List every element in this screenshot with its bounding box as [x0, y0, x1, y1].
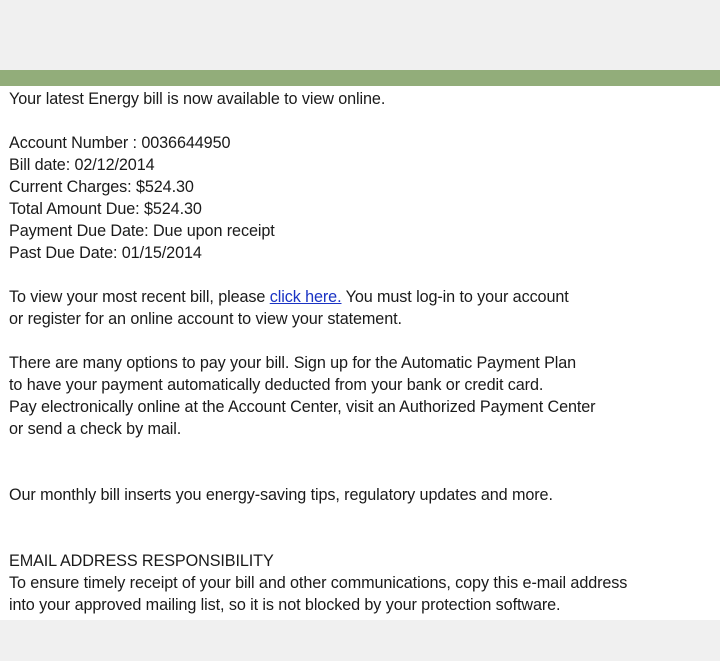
total-amount-due: Total Amount Due: $524.30	[9, 200, 202, 218]
view-bill-suffix: You must log-in to your account	[341, 288, 569, 306]
payment-options-paragraph	[9, 352, 719, 440]
bill-date: Bill date: 02/12/2014	[9, 156, 155, 174]
responsibility-heading: EMAIL ADDRESS RESPONSIBILITY	[9, 552, 274, 570]
payment-due-date: Payment Due Date: Due upon receipt	[9, 222, 275, 240]
responsibility-line2: into your approved mailing list, so it is not blocked by your protection software.	[9, 596, 561, 614]
payment-line2: to have your payment automatically deducted from your bank or credit card.	[9, 376, 544, 394]
account-number: Account Number : 0036644950	[9, 134, 231, 152]
view-bill-prefix: To view your most recent bill, please	[9, 288, 270, 306]
bill-inserts-text: Our monthly bill inserts you energy-saving tips, regulatory updates and more.	[9, 486, 553, 504]
payment-line1: There are many options to pay your bill. Sign up for the Automatic Payment Plan	[9, 354, 577, 372]
account-summary	[9, 132, 719, 264]
email-body	[9, 88, 719, 616]
past-due-date: Past Due Date: 01/15/2014	[9, 244, 202, 262]
view-bill-paragraph	[9, 286, 719, 330]
email-responsibility-section	[9, 550, 719, 616]
email-bottom-band	[0, 620, 720, 661]
payment-line4: or send a check by mail.	[9, 420, 182, 438]
current-charges: Current Charges: $524.30	[9, 178, 194, 196]
payment-line3: Pay electronically online at the Account Center, visit an Authorized Payment Center	[9, 398, 596, 416]
email-top-band	[0, 0, 720, 70]
click-here-link[interactable]: click here.	[269, 288, 342, 306]
header-accent-bar	[0, 70, 720, 86]
intro-text: Your latest Energy bill is now available to view online.	[9, 90, 386, 108]
view-bill-line2: or register for an online account to view your statement.	[9, 310, 402, 328]
responsibility-line1: To ensure timely receipt of your bill and other communications, copy this e-mail address	[9, 574, 628, 592]
